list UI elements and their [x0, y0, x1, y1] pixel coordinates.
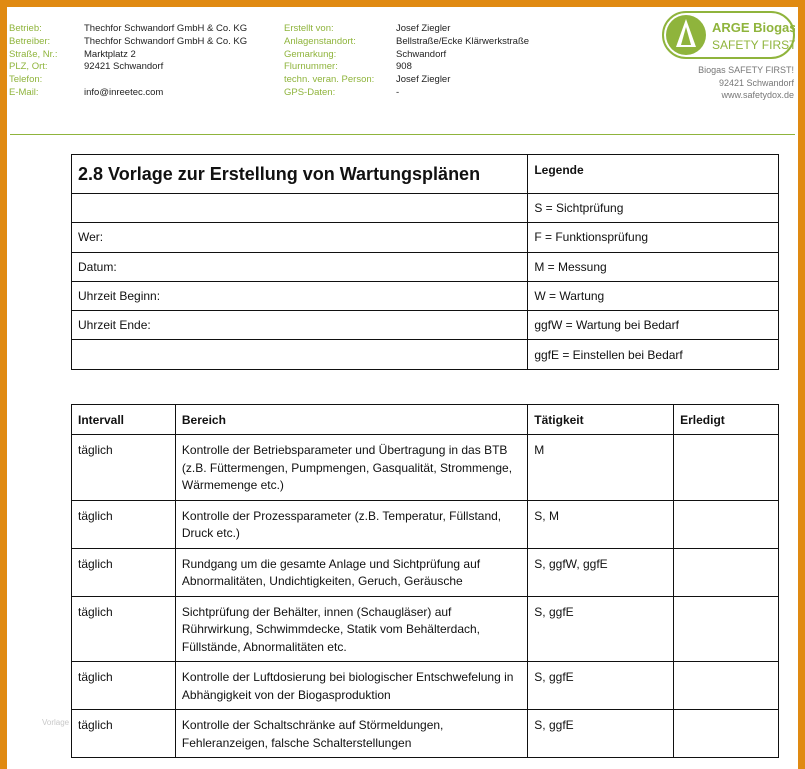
column-header: Intervall [72, 405, 176, 435]
header-label: Flurnummer: [284, 61, 338, 73]
logo-line2: SAFETY FIRST [712, 38, 795, 52]
cell-taetigkeit: S, ggfE [528, 710, 674, 758]
header-label: E-Mail: [9, 86, 39, 98]
column-header: Bereich [175, 405, 527, 435]
form-field-uhrzeit-ende[interactable]: Uhrzeit Ende: [72, 311, 528, 340]
cell-taetigkeit: S, ggfE [528, 596, 674, 662]
cell-taetigkeit: S, ggfE [528, 662, 674, 710]
header-label: Betreiber: [9, 35, 51, 47]
header-label: Telefon: [9, 74, 43, 86]
table-row [72, 662, 779, 710]
cell-intervall: täglich [72, 710, 176, 758]
column-header: Erledigt [674, 405, 779, 435]
form-field-label[interactable] [72, 194, 528, 223]
form-field-uhrzeit-beginn[interactable]: Uhrzeit Beginn: [72, 281, 528, 310]
header-label: Gemarkung: [284, 48, 337, 60]
header-value: Josef Ziegler [396, 74, 451, 86]
header-value: Thechfor Schwandorf GmbH & Co. KG [84, 23, 248, 34]
watermark-text: Vorlage [42, 718, 70, 727]
header-label: PLZ, Ort: [9, 61, 48, 73]
header-value: Bellstraße/Ecke Klärwerkstraße [396, 35, 530, 47]
header-value: 908 [396, 61, 412, 73]
form-header-table [71, 154, 779, 370]
legend-item: M = Messung [528, 252, 779, 281]
header-label: Anlagenstandort: [284, 35, 356, 47]
legend-item: ggfW = Wartung bei Bedarf [528, 311, 779, 340]
header-label: techn. veran. Person: [284, 74, 375, 86]
cell-erledigt[interactable] [674, 548, 779, 596]
header-value: 92421 Schwandorf [84, 61, 164, 73]
cell-taetigkeit: M [528, 435, 674, 501]
header-value: Josef Ziegler [396, 23, 451, 34]
header-value: Marktplatz 2 [84, 48, 136, 60]
header-value: - [396, 86, 400, 98]
cell-erledigt[interactable] [674, 500, 779, 548]
arge-biogas-logo [662, 11, 795, 59]
header-value: info@inreetec.com [84, 86, 164, 98]
brand-address [698, 64, 794, 102]
cell-erledigt[interactable] [674, 710, 779, 758]
header-right-labels [284, 23, 374, 100]
legend-item: W = Wartung [528, 281, 779, 310]
header-label: Betrieb: [9, 23, 42, 34]
cell-bereich: Kontrolle der Betriebsparameter und Übertragung in das BTB (z.B. Füttermengen, Pumpmengen, Gasqualität, Strommenge, Wärmemenge etc.) [175, 435, 527, 501]
cell-intervall: täglich [72, 435, 176, 501]
maintenance-table [71, 404, 779, 758]
cell-bereich: Rundgang um die gesamte Anlage und Sichtprüfung auf Abnormalitäten, Undichtigkeiten, Geruch, Geräusche [175, 548, 527, 596]
header-label: Erstellt von: [284, 23, 334, 34]
header-left-values [84, 23, 247, 100]
table-row [72, 548, 779, 596]
header-value [84, 74, 247, 87]
header-label: Straße, Nr.: [9, 48, 58, 60]
brand-line: Biogas SAFETY FIRST! [698, 65, 794, 75]
header-label: GPS-Daten: [284, 86, 336, 98]
table-row [72, 710, 779, 758]
table-header-row [72, 405, 779, 435]
form-field-datum[interactable]: Datum: [72, 252, 528, 281]
svg-text:ARGE Biogas [712, 20, 795, 35]
cell-intervall: täglich [72, 500, 176, 548]
cell-bereich: Sichtprüfung der Behälter, innen (Schaugläser) auf Rührwirkung, Schwimmdecke, Statik vom Behälterdach, Füllstände, Abnormalitäten etc. [175, 596, 527, 662]
legend-item: ggfE = Einstellen bei Bedarf [528, 340, 779, 369]
brand-line: www.safetydox.de [721, 90, 794, 100]
table-row [72, 435, 779, 501]
header-left-labels [9, 23, 58, 100]
form-title: 2.8 Vorlage zur Erstellung von Wartungsplänen [72, 155, 528, 194]
legend-item: S = Sichtprüfung [528, 194, 779, 223]
cell-taetigkeit: S, ggfW, ggfE [528, 548, 674, 596]
legend-item: F = Funktionsprüfung [528, 223, 779, 252]
header-divider [10, 134, 795, 135]
table-row [72, 500, 779, 548]
logo-line1: ARGE Biogas [712, 20, 795, 35]
header-value: Thechfor Schwandorf GmbH & Co. KG [84, 35, 248, 47]
cell-erledigt[interactable] [674, 435, 779, 501]
cell-intervall: täglich [72, 662, 176, 710]
cell-erledigt[interactable] [674, 662, 779, 710]
cell-intervall: täglich [72, 548, 176, 596]
cell-erledigt[interactable] [674, 596, 779, 662]
cell-intervall: täglich [72, 596, 176, 662]
brand-line: 92421 Schwandorf [718, 77, 794, 88]
table-row [72, 596, 779, 662]
cell-bereich: Kontrolle der Prozessparameter (z.B. Temperatur, Füllstand, Druck etc.) [175, 500, 527, 548]
header-value: Schwandorf [396, 48, 447, 60]
cell-bereich: Kontrolle der Luftdosierung bei biologischer Entschwefelung in Abhängigkeit von der Biogasproduktion [175, 662, 527, 710]
header-right-values [396, 23, 529, 100]
legend-title: Legende [528, 155, 779, 194]
cell-taetigkeit: S, M [528, 500, 674, 548]
document-page [7, 7, 798, 769]
form-field-wer[interactable]: Wer: [72, 223, 528, 252]
cell-bereich: Kontrolle der Schaltschränke auf Störmeldungen, Fehleranzeigen, falsche Schalterstellungen [175, 710, 527, 758]
column-header: Tätigkeit [528, 405, 674, 435]
form-field-label[interactable] [72, 340, 528, 369]
